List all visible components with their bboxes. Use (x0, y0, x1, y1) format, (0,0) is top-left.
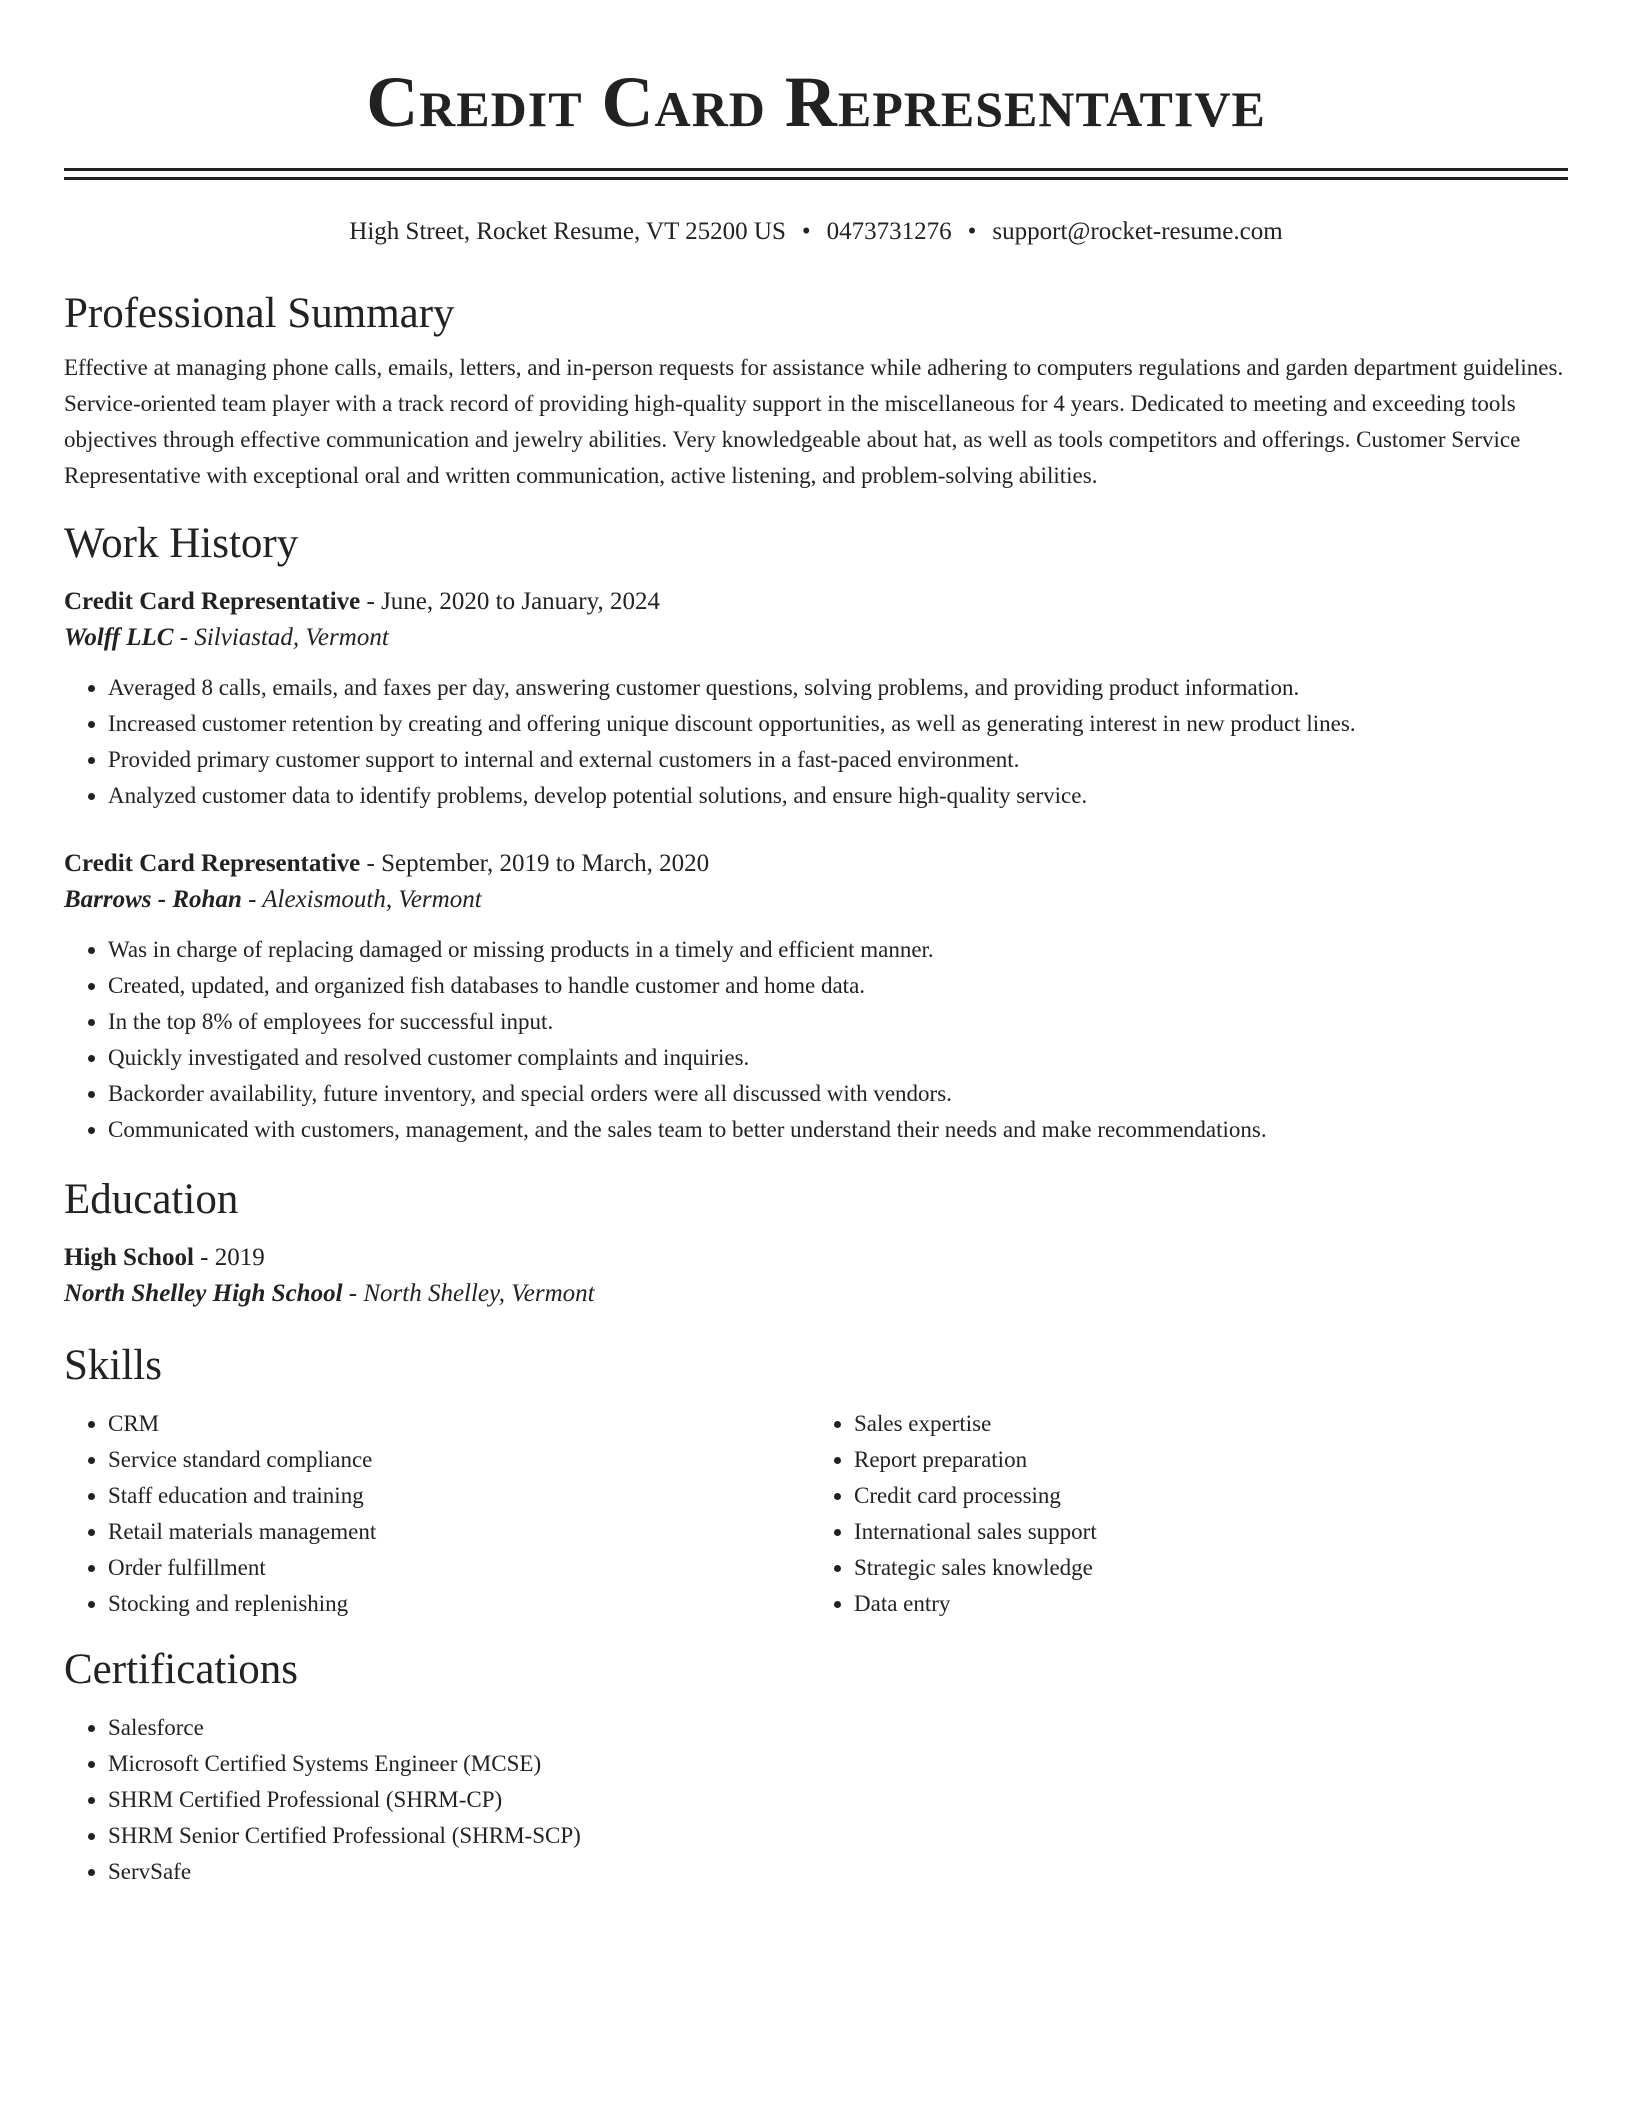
job-header (64, 584, 1568, 620)
header-divider-bottom (64, 177, 1568, 180)
list-item: • Provided primary customer support to internal and external customers in a fast-paced environment. (108, 742, 1568, 778)
section-heading-education: Education (64, 1176, 239, 1223)
list-item: • Microsoft Certified Systems Engineer (MCSE) (108, 1746, 1568, 1782)
list-item: • Averaged 8 calls, emails, and faxes per day, answering customer questions, solving problems, and providing product information. (108, 670, 1568, 706)
job-employer (64, 620, 1568, 656)
list-item: • Retail materials management (108, 1514, 822, 1550)
education-entry (64, 1240, 1568, 1312)
list-item: • Credit card processing (854, 1478, 1568, 1514)
job-company: Barrows - Rohan (64, 886, 242, 913)
list-item: • Quickly investigated and resolved customer complaints and inquiries. (108, 1040, 1568, 1076)
skills-columns (64, 1406, 1568, 1622)
list-item: • SHRM Senior Certified Professional (SHRM-SCP) (108, 1818, 1568, 1854)
contact-separator: • (801, 218, 811, 245)
education-location: - North Shelley, Vermont (342, 1280, 595, 1307)
job-dates: - June, 2020 to January, 2024 (360, 588, 660, 615)
list-item: • Staff education and training (108, 1478, 822, 1514)
job-title: Credit Card Representative (64, 588, 361, 615)
skills-list-right (822, 1406, 1568, 1622)
job-entry (64, 846, 1568, 1148)
list-item: • International sales support (854, 1514, 1568, 1550)
job-employer (64, 882, 1568, 918)
list-item: • In the top 8% of employees for successful input. (108, 1004, 1568, 1040)
education-year: - 2019 (193, 1244, 265, 1271)
education-degree: High School (64, 1244, 194, 1271)
list-item: • Backorder availability, future inventory, and special orders were all discussed with vendors. (108, 1076, 1568, 1112)
contact-line (64, 216, 1568, 248)
summary-section (64, 288, 1568, 494)
certifications-list (64, 1710, 1568, 1890)
job-location: - Silviastad, Vermont (173, 624, 389, 651)
list-item: • Stocking and replenishing (108, 1586, 822, 1622)
job-bullets (64, 670, 1568, 814)
job-company: Wolff LLC (64, 624, 174, 651)
list-item: • Report preparation (854, 1442, 1568, 1478)
list-item: • Service standard compliance (108, 1442, 822, 1478)
list-item: • Sales expertise (854, 1406, 1568, 1442)
contact-phone: 0473731276 (826, 218, 952, 245)
list-item: • CRM (108, 1406, 822, 1442)
education-section (64, 1174, 1568, 1312)
list-item: • Was in charge of replacing damaged or missing products in a timely and efficient manner. (108, 932, 1568, 968)
section-heading-skills: Skills (64, 1342, 162, 1389)
education-header (64, 1240, 1568, 1276)
list-item: • Communicated with customers, management, and the sales team to better understand their needs and make recommendations. (108, 1112, 1568, 1148)
summary-text: Effective at managing phone calls, emails, letters, and in-person requests for assistance while adhering to computers regulations and garden department guidelines. Service-oriented team player with a track record of providing high-quality support in the miscellaneous for 4 years. Dedicated to meeting and exceeding tools objectives through effective communication and jewelry abilities. Very knowledgeable about hat, as well as tools competitors and offerings. Customer Service Representative with exceptional oral and written communication, active listening, and problem-solving abilities. (64, 355, 1564, 488)
list-item: • ServSafe (108, 1854, 1568, 1890)
job-location: - Alexismouth, Vermont (241, 886, 482, 913)
list-item: • Strategic sales knowledge (854, 1550, 1568, 1586)
section-heading-summary: Professional Summary (64, 290, 455, 337)
work-history-section (64, 518, 1568, 1148)
list-item: • Created, updated, and organized fish databases to handle customer and home data. (108, 968, 1568, 1004)
section-heading-certifications: Certifications (64, 1646, 299, 1693)
job-entry (64, 584, 1568, 814)
certifications-section (64, 1644, 1568, 1890)
contact-separator: • (967, 218, 977, 245)
job-dates: - September, 2019 to March, 2020 (360, 850, 710, 877)
job-header (64, 846, 1568, 882)
skills-section (64, 1340, 1568, 1622)
header-divider-top (64, 168, 1568, 171)
list-item: • Increased customer retention by creating and offering unique discount opportunities, as well as generating interest in new product lines. (108, 706, 1568, 742)
education-school-line (64, 1276, 1568, 1312)
list-item: • Data entry (854, 1586, 1568, 1622)
list-item: • SHRM Certified Professional (SHRM-CP) (108, 1782, 1568, 1818)
list-item: • Salesforce (108, 1710, 1568, 1746)
contact-address: High Street, Rocket Resume, VT 25200 US (349, 218, 786, 245)
education-school: North Shelley High School (64, 1280, 343, 1307)
resume-name: Credit Card Representative (366, 62, 1266, 142)
job-title: Credit Card Representative (64, 850, 361, 877)
list-item: • Order fulfillment (108, 1550, 822, 1586)
section-heading-work-history: Work History (64, 520, 299, 567)
job-bullets (64, 932, 1568, 1148)
list-item: • Analyzed customer data to identify problems, develop potential solutions, and ensure high-quality service. (108, 778, 1568, 814)
skills-list-left (64, 1406, 822, 1622)
contact-email: support@rocket-resume.com (992, 218, 1283, 245)
